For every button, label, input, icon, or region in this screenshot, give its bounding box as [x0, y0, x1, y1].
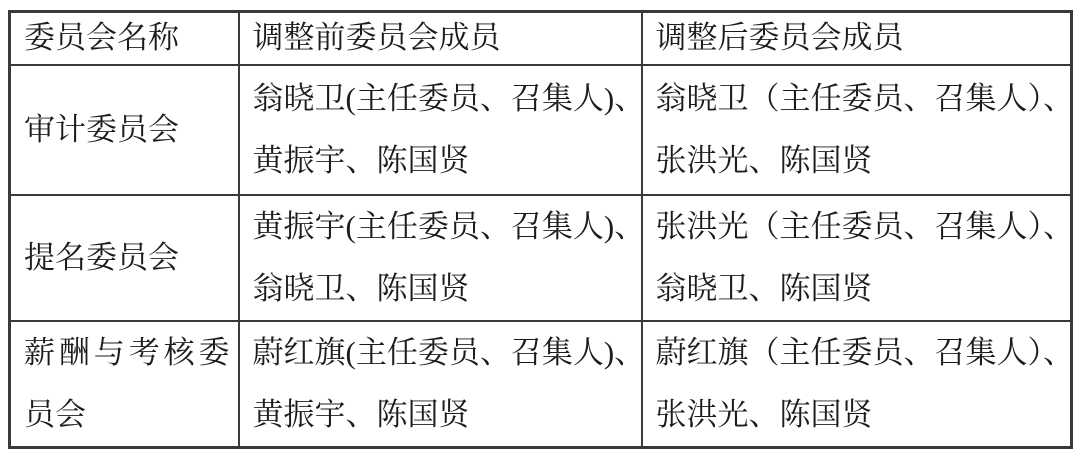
members-before-line: 黄振宇、陈国贤 — [252, 396, 470, 432]
header-committee-name — [10, 12, 239, 65]
members-before-cell — [239, 195, 646, 321]
table-header-row — [10, 12, 1072, 65]
members-after-cell — [642, 321, 1072, 448]
members-before-cell — [239, 321, 646, 448]
committee-membership-table — [8, 10, 1073, 449]
committee-name-cell — [10, 195, 239, 321]
members-before-line: 黄振宇(主任委员、召集人)、 — [252, 208, 646, 244]
header-members-after — [642, 12, 1072, 65]
committee-name-cell — [10, 321, 239, 448]
members-after-line: 张洪光（主任委员、召集人）、 — [655, 208, 1074, 244]
committee-table-container — [8, 10, 1073, 449]
committee-name-line: 薪酬与考核委 — [24, 334, 230, 370]
committee-name: 审计委员会 — [24, 111, 179, 147]
committee-name-line: 员会 — [24, 396, 86, 432]
members-after-line: 蔚红旗（主任委员、召集人）、 — [655, 334, 1074, 370]
header-label: 调整前委员会成员 — [252, 20, 501, 56]
committee-name: 提名委员会 — [24, 239, 179, 275]
members-after-line: 翁晓卫（主任委员、召集人）、 — [655, 80, 1074, 116]
members-after-line: 翁晓卫、陈国贤 — [655, 270, 873, 306]
members-before-line: 翁晓卫(主任委员、召集人)、 — [252, 80, 646, 116]
members-before-line: 黄振宇、陈国贤 — [252, 142, 470, 178]
members-before-cell — [239, 65, 646, 195]
members-after-cell — [642, 195, 1072, 321]
header-label: 委员会名称 — [24, 20, 179, 56]
header-members-before — [239, 12, 642, 65]
members-after-line: 张洪光、陈国贤 — [655, 142, 873, 178]
table-row-nomination-committee — [10, 195, 1072, 321]
table-row-audit-committee — [10, 65, 1072, 195]
header-label: 调整后委员会成员 — [655, 20, 904, 56]
members-before-line: 蔚红旗(主任委员、召集人)、 — [252, 334, 646, 370]
members-after-cell — [642, 65, 1072, 195]
table-row-remuneration-committee — [10, 321, 1072, 448]
committee-name-cell — [10, 65, 239, 195]
members-after-line: 张洪光、陈国贤 — [655, 396, 873, 432]
members-before-line: 翁晓卫、陈国贤 — [252, 270, 470, 306]
